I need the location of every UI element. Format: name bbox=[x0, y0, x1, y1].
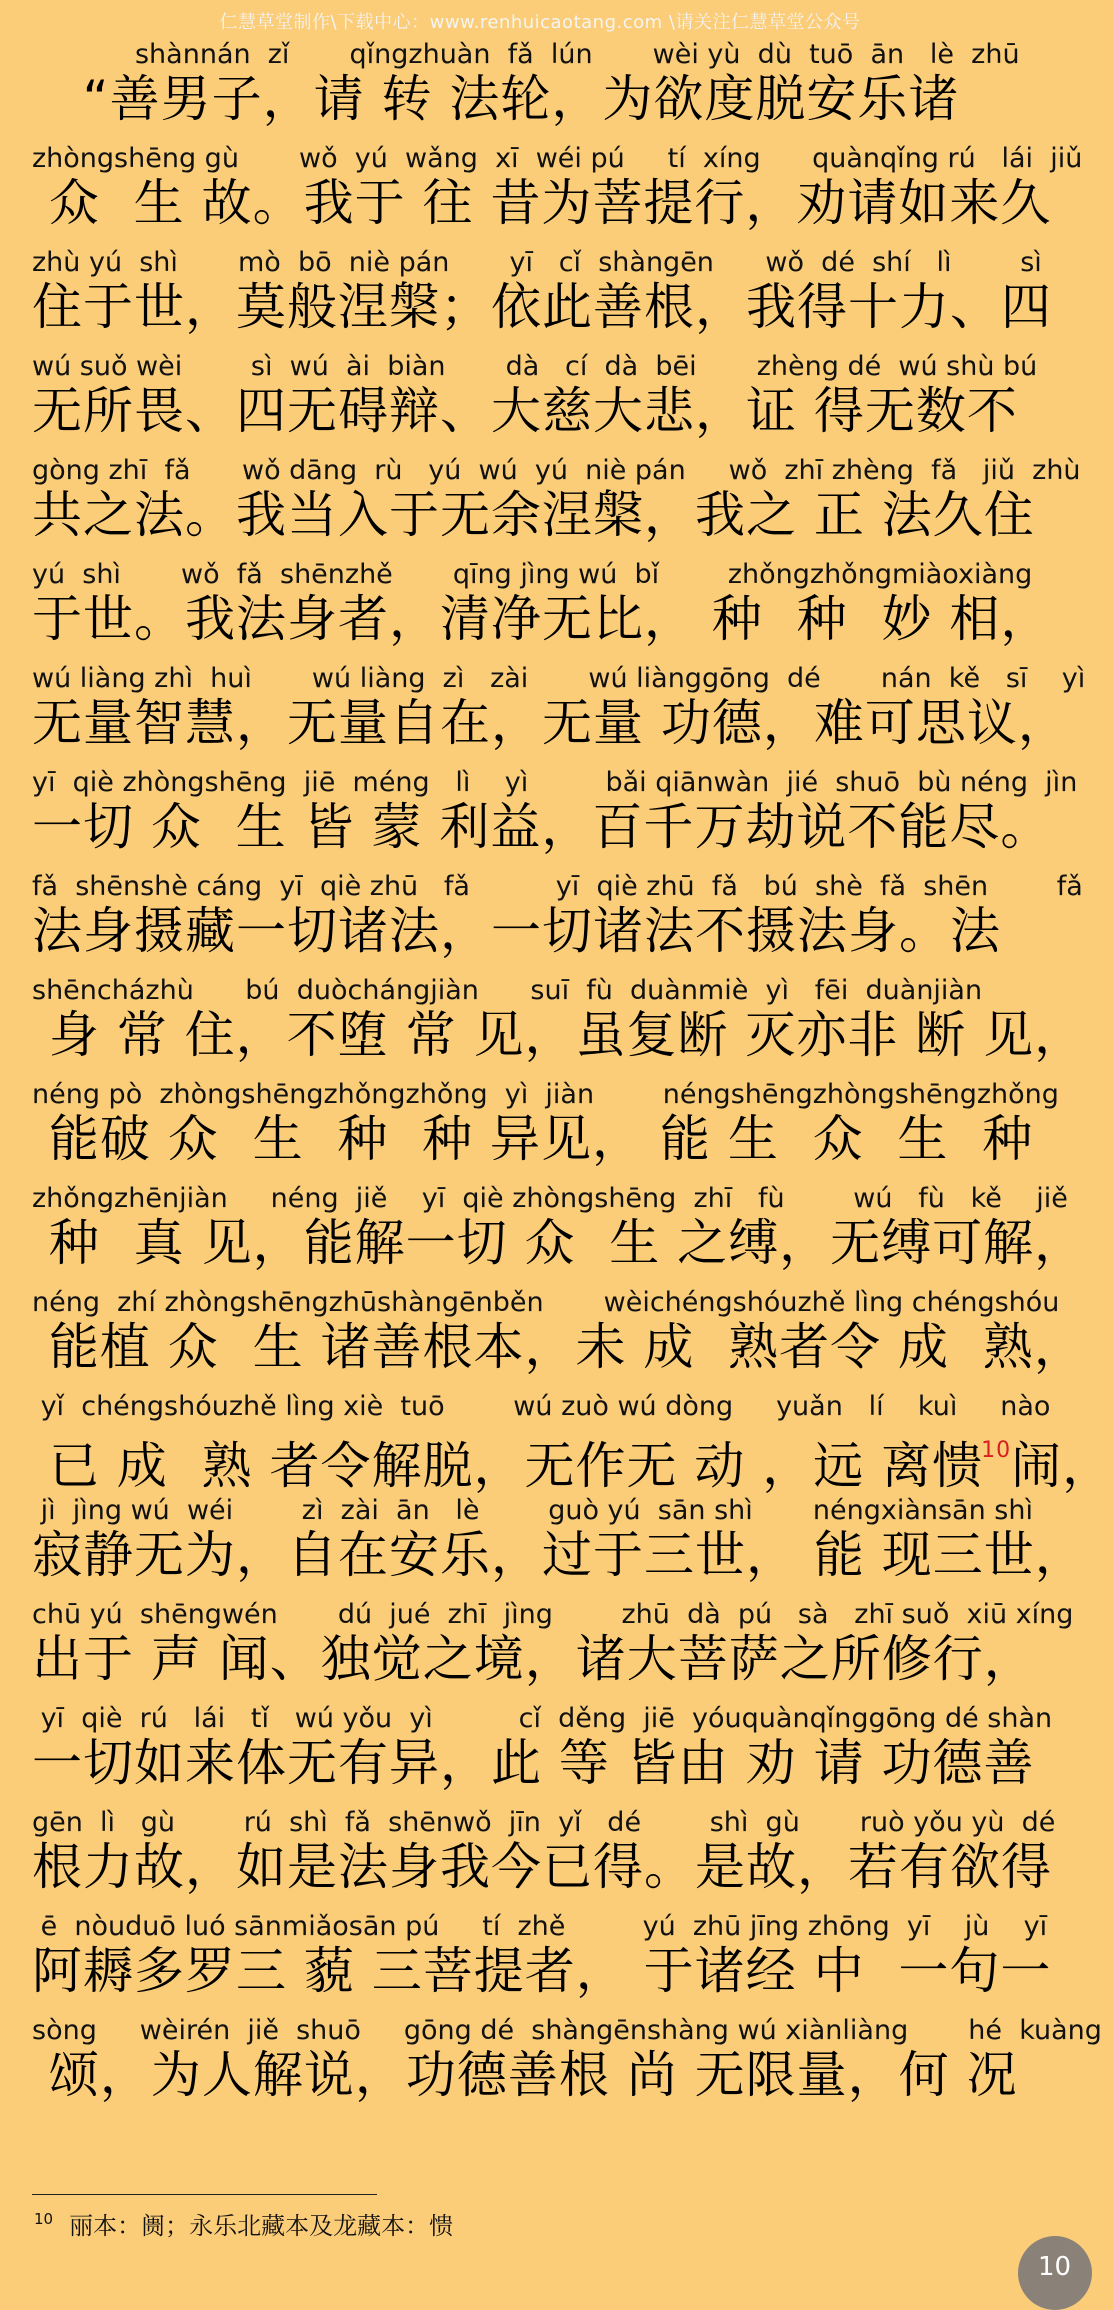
text-line bbox=[32, 1390, 1113, 1495]
text-line bbox=[32, 662, 1086, 766]
text-line bbox=[32, 1078, 1059, 1182]
pinyin-line: yú shì wǒ fǎ shēnzhě qīng jìng wú bǐ zhǒngzhǒngmiàoxiàng bbox=[32, 559, 1033, 590]
hanzi-line: 阿耨多罗三 藐 三菩提者， 于诸经 中 一句一 bbox=[32, 1942, 1052, 2000]
pinyin-line: néng zhí zhòngshēngzhūshàngēnběn wèichéngshóuzhě lìng chéngshóu bbox=[32, 1287, 1060, 1318]
pinyin-line: chū yú shēngwén dú jué zhī jìng zhū dà pú sà zhī suǒ xiū xíng bbox=[32, 1599, 1074, 1630]
pinyin-line: fǎ shēnshè cáng yī qiè zhū fǎ yī qiè zhū fǎ bú shè fǎ shēn fǎ bbox=[32, 871, 1083, 902]
hanzi-line: 共之法。我当入于无余涅槃，我之 正 法久住 bbox=[32, 486, 1035, 544]
hanzi-line: 一切 众 生 皆 蒙 利益，百千万劫说不能尽。 bbox=[32, 798, 1052, 856]
pinyin-line: jì jìng wú wéi zì zài ān lè guò yú sān shì néngxiànsān shì bbox=[32, 1495, 1033, 1526]
text-line bbox=[32, 766, 1078, 870]
footnote-text: 丽本：阓；永乐北藏本及龙藏本：愦 bbox=[69, 2212, 454, 2240]
pinyin-line: yī qiè zhòngshēng jiē méng lì yì bǎi qiānwàn jié shuō bù néng jìn bbox=[32, 767, 1078, 798]
footnote bbox=[34, 2206, 453, 2241]
text-line bbox=[32, 246, 1052, 350]
watermark-header: 仁慧草堂制作\下载中心：www.renhuicaotang.com \请关注仁慧草堂公众号 bbox=[219, 12, 861, 33]
text-line bbox=[32, 2014, 1102, 2118]
hanzi-line: 法身摄藏一切诸法，一切诸法不摄法身。法 bbox=[32, 902, 1001, 960]
text-line bbox=[32, 38, 1052, 142]
hanzi-segment: 闹， bbox=[1011, 1437, 1113, 1495]
scripture-text bbox=[32, 38, 1113, 2118]
text-line bbox=[32, 454, 1081, 558]
hanzi-line bbox=[32, 1420, 1113, 1497]
pinyin-line: yī qiè rú lái tǐ wú yǒu yì cǐ děng jiē yóuquànqǐnggōng dé shàn bbox=[32, 1703, 1053, 1734]
hanzi-line: 于世。我法身者，清净无比， 种 种 妙 相， bbox=[32, 590, 1052, 648]
hanzi-line: 出于 声 闻、独觉之境，诸大菩萨之所修行， bbox=[32, 1630, 1035, 1688]
text-line bbox=[32, 1286, 1085, 1390]
pinyin-line: shēncházhù bú duòchángjiàn suī fù duànmiè yì fēi duànjiàn bbox=[32, 975, 983, 1006]
text-line bbox=[32, 870, 1083, 974]
text-line bbox=[32, 350, 1052, 454]
text-line bbox=[32, 1910, 1052, 2014]
hanzi-line: 身 常 住，不堕 常 见，虽复断 灭亦非 断 见， bbox=[32, 1006, 1086, 1064]
pinyin-line: néng pò zhòngshēngzhǒngzhǒng yì jiàn néngshēngzhòngshēngzhǒng bbox=[32, 1079, 1059, 1110]
pinyin-line: wú suǒ wèi sì wú ài biàn dà cí dà bēi zhèng dé wú shù bú bbox=[32, 351, 1038, 382]
hanzi-line: 寂静无为，自在安乐，过于三世， 能 现三世， bbox=[32, 1526, 1086, 1584]
text-line bbox=[32, 558, 1052, 662]
pinyin-line: wú liàng zhì huì wú liàng zì zài wú liànggōng dé nán kě sī yì bbox=[32, 663, 1086, 694]
pinyin-line: zhù yú shì mò bō niè pán yī cǐ shàngēn wǒ dé shí lì sì bbox=[32, 247, 1042, 278]
footnote-number: 10 bbox=[34, 2210, 54, 2228]
hanzi-line: “善男子，请 转 法轮，为欲度脱安乐诸 bbox=[32, 70, 960, 128]
hanzi-segment: 已 成 熟 者令解脱，无作无 动 ，远 离愦 bbox=[32, 1437, 984, 1495]
hanzi-line: 能植 众 生 诸善根本，未 成 熟者令 成 熟， bbox=[32, 1318, 1085, 1376]
footnote-marker[interactable]: 10 bbox=[981, 1438, 1012, 1463]
hanzi-line: 根力故，如是法身我今已得。是故，若有欲得 bbox=[32, 1838, 1052, 1896]
text-line bbox=[32, 1598, 1074, 1702]
hanzi-line: 种 真 见，能解一切 众 生 之缚，无缚可解， bbox=[32, 1214, 1086, 1272]
text-line bbox=[32, 974, 1086, 1078]
text-line bbox=[32, 1494, 1086, 1598]
pinyin-line: gòng zhī fǎ wǒ dāng rù yú wú yú niè pán wǒ zhī zhèng fǎ jiǔ zhù bbox=[32, 455, 1081, 486]
pinyin-line: ē nòuduō luó sānmiǎosān pú tí zhě yú zhū jīng zhōng yī jù yī bbox=[32, 1911, 1048, 1942]
pinyin-line: yǐ chéngshóuzhě lìng xiè tuō wú zuò wú dòng yuǎn lí kuì nào bbox=[32, 1391, 1051, 1422]
pinyin-line: zhòngshēng gù wǒ yú wǎng xī wéi pú tí xíng quànqǐng rú lái jiǔ bbox=[32, 143, 1083, 174]
pinyin-line: shànnán zǐ qǐngzhuàn fǎ lún wèi yù dù tuō ān lè zhū bbox=[32, 39, 1020, 70]
pinyin-line: zhǒngzhēnjiàn néng jiě yī qiè zhòngshēng zhī fù wú fù kě jiě bbox=[32, 1183, 1068, 1214]
hanzi-line: 能破 众 生 种 种 异见， 能 生 众 生 种 bbox=[32, 1110, 1034, 1168]
text-line bbox=[32, 1806, 1056, 1910]
footnote-divider bbox=[32, 2194, 377, 2195]
text-line bbox=[32, 142, 1083, 246]
hanzi-line: 无所畏、四无碍辩、大慈大悲，证 得无数不 bbox=[32, 382, 1018, 440]
hanzi-line: 颂，为人解说，功德善根 尚 无限量，何 况 bbox=[32, 2046, 1018, 2104]
text-line bbox=[32, 1702, 1052, 1806]
hanzi-line: 无量智慧，无量自在，无量 功德，难可思议， bbox=[32, 694, 1069, 752]
pinyin-line: gēn lì gù rú shì fǎ shēnwǒ jīn yǐ dé shì gù ruò yǒu yù dé bbox=[32, 1807, 1056, 1838]
hanzi-line: 住于世，莫般涅槃；依此善根，我得十力、四 bbox=[32, 278, 1052, 336]
hanzi-line: 一切如来体无有异，此 等 皆由 劝 请 功德善 bbox=[32, 1734, 1035, 1792]
pinyin-line: sòng wèirén jiě shuō gōng dé shàngēnshàng wú xiànliàng hé kuàng bbox=[32, 2015, 1102, 2046]
page-number: 10 bbox=[1038, 2252, 1072, 2282]
text-line bbox=[32, 1182, 1086, 1286]
hanzi-line: 众 生 故。我于 往 昔为菩提行，劝请如来久 bbox=[32, 174, 1052, 232]
